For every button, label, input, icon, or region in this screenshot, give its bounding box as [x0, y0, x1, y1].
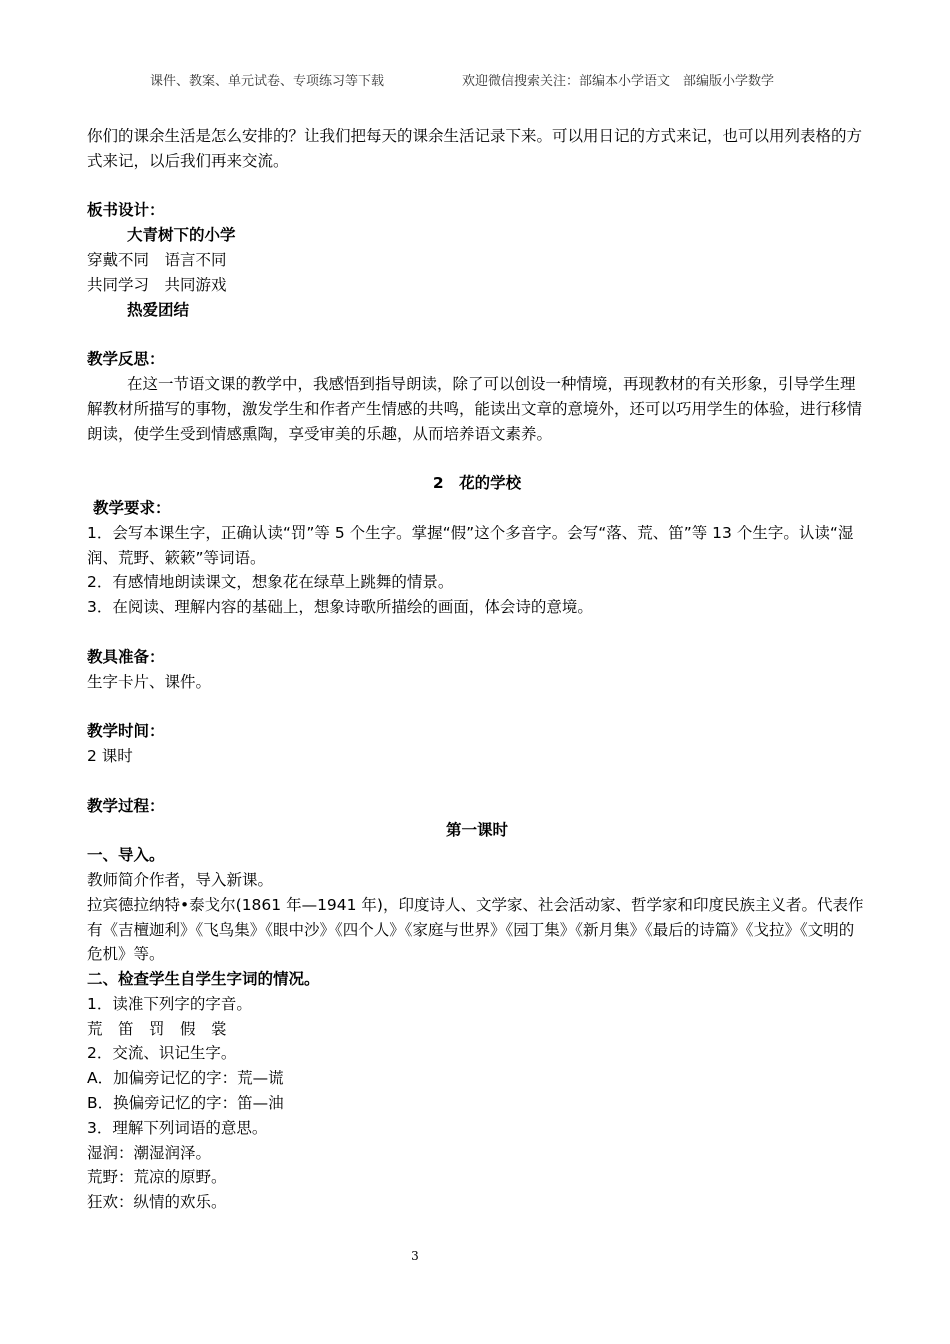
definition-3: 狂欢：纵情的欢乐。 — [87, 1193, 227, 1212]
heading-blackboard-design: 板书设计： — [87, 201, 165, 220]
blackboard-line-2: 共同学习 共同游戏 — [87, 275, 227, 294]
intro-line: 教师简介作者，导入新课。 — [87, 870, 274, 889]
section-introduction: 一、导入。 — [87, 846, 165, 865]
author-paragraph: 拉宾德拉纳特•泰戈尔(1861 年—1941 年)，印度诗人、文学家、社会活动家、哲学家和印度民族主义者。代表作有《吉檀迦利》《飞鸟集》《眼中沙》《四个人》《家庭与世界》《园丁集》《新月集》《最后的诗篇》《戈拉》《文明的危机》等。 — [87, 895, 864, 964]
heading-teaching-aids: 教具准备： — [87, 647, 165, 666]
teaching-time-text: 2 课时 — [87, 746, 133, 765]
lesson-title: 2 花的学校 — [432, 474, 522, 493]
blackboard-title: 大青树下的小学 — [127, 226, 236, 245]
step-2: 2．交流、识记生字。 — [87, 1044, 237, 1063]
heading-teaching-reflection: 教学反思： — [87, 350, 165, 369]
definition-1: 湿润：潮湿润泽。 — [87, 1143, 212, 1162]
requirement-3: 3．在阅读、理解内容的基础上，想象诗歌所描绘的画面，体会诗的意境。 — [87, 598, 593, 617]
step-2b: B．换偏旁记忆的字：笛—油 — [87, 1094, 284, 1113]
blackboard-summary: 热爱团结 — [127, 300, 190, 319]
step-2a: A．加偏旁记忆的字：荒—谎 — [87, 1069, 284, 1088]
first-period-title: 第一课时 — [445, 821, 508, 840]
character-list: 荒 笛 罚 假 裳 — [87, 1019, 227, 1038]
section-check-vocabulary: 二、检查学生自学生字词的情况。 — [87, 970, 320, 989]
teaching-aids-text: 生字卡片、课件。 — [87, 672, 212, 691]
header-left-text: 课件、教案、单元试卷、专项练习等下载 — [150, 74, 385, 89]
step-3: 3．理解下列词语的意思。 — [87, 1118, 268, 1137]
paragraph-after-class: 你们的课余生活是怎么安排的？让我们把每天的课余生活记录下来。可以用日记的方式来记，也可以用列表格的方式来记，以后我们再来交流。 — [87, 127, 863, 170]
requirement-2: 2．有感情地朗读课文，想象花在绿草上跳舞的情景。 — [87, 573, 454, 592]
blackboard-line-1: 穿戴不同 语言不同 — [87, 250, 227, 269]
page-number: 3 — [411, 1249, 419, 1263]
step-1: 1．读准下列字的字音。 — [87, 994, 252, 1013]
heading-teaching-requirements: 教学要求： — [93, 498, 171, 517]
requirement-1: 1．会写本课生字，正确认读“罚”等 5 个生字。掌握“假”这个多音字。会写“落、荒、笛”等 13 个生字。认读“湿润、荒野、簌簌”等词语。 — [87, 523, 854, 567]
heading-teaching-time: 教学时间： — [87, 722, 165, 741]
heading-teaching-process: 教学过程： — [87, 796, 165, 815]
header-right-text: 欢迎微信搜索关注：部编本小学语文 部编版小学数学 — [462, 74, 775, 89]
definition-2: 荒野：荒凉的原野。 — [87, 1168, 227, 1187]
reflection-paragraph: 在这一节语文课的教学中，我感悟到指导朗读，除了可以创设一种情境，再现教材的有关形象，引导学生理解教材所描写的事物，激发学生和作者产生情感的共鸣，能读出文章的意境外，还可以巧用学生的体验，进行移情朗读，使学生受到情感熏陶，享受审美的乐趣，从而培养语文素养。 — [87, 374, 863, 443]
document-body — [87, 124, 867, 1215]
